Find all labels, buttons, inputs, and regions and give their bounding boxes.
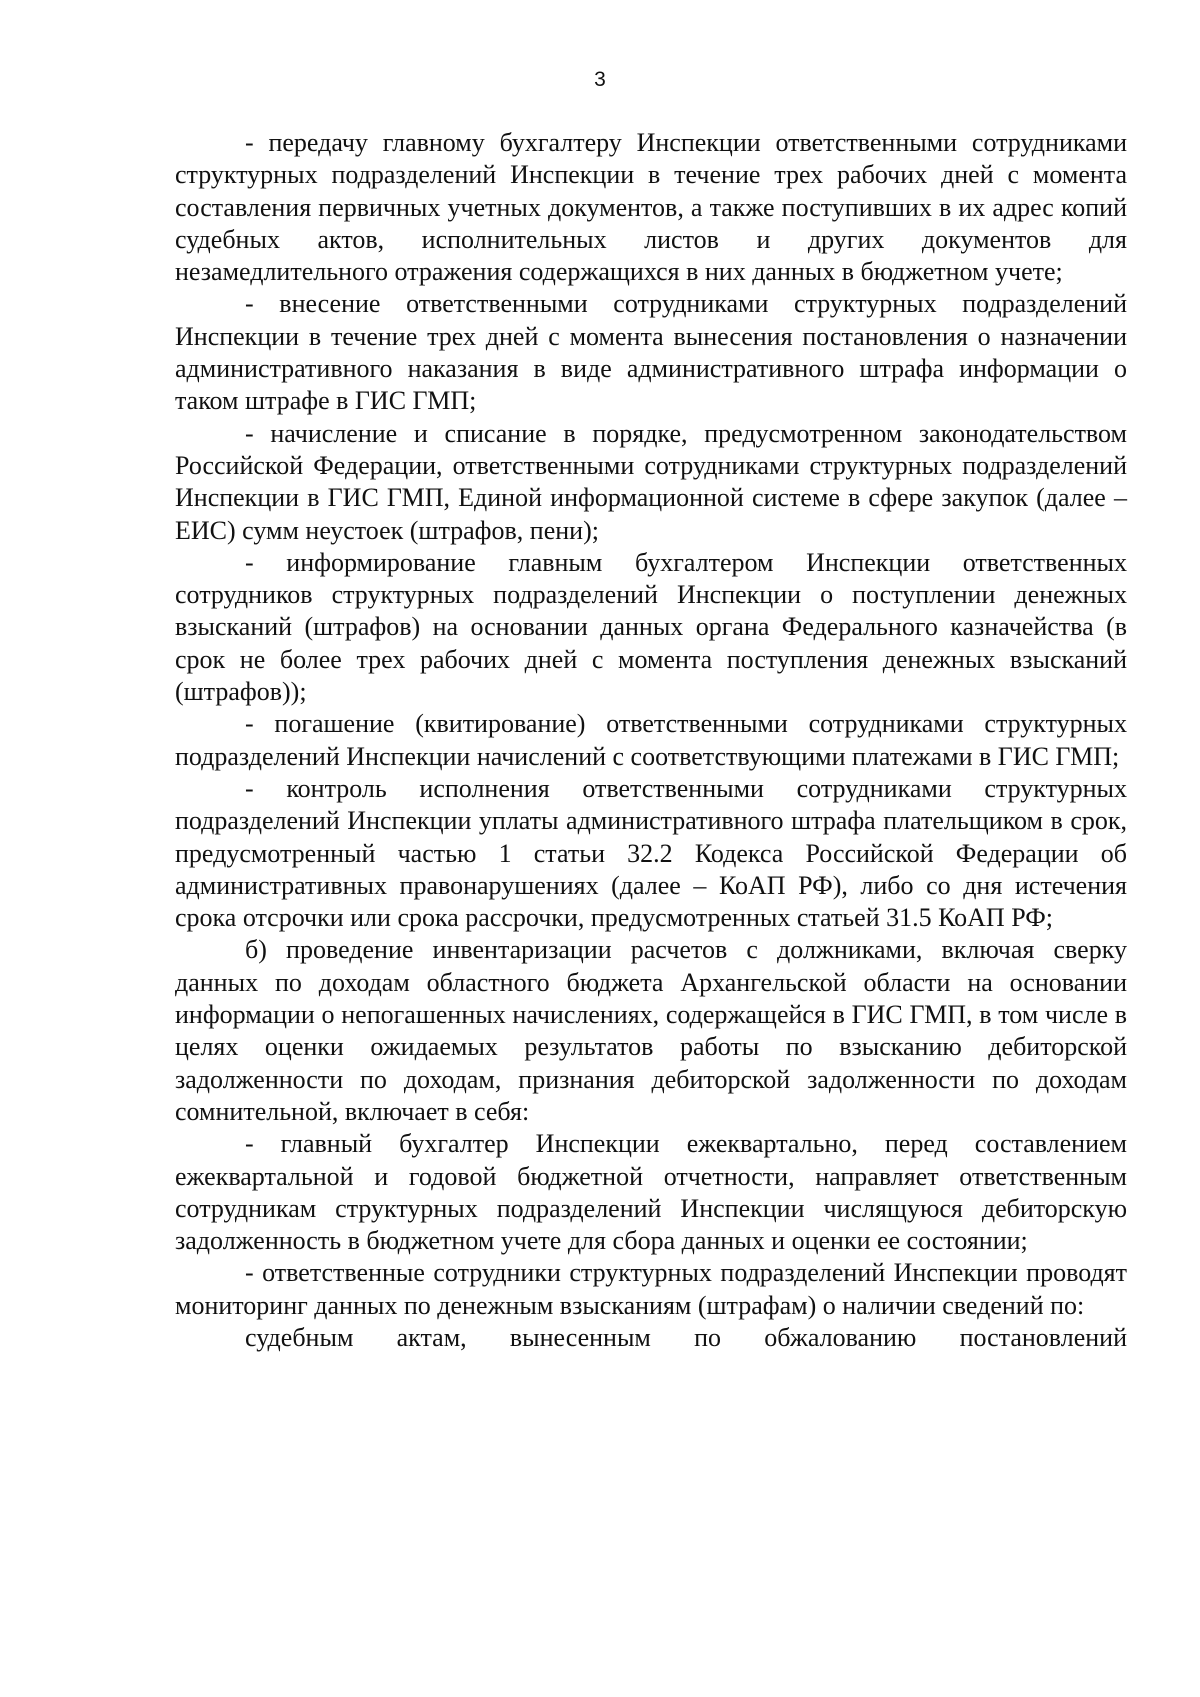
paragraph-transfer-documents: - передачу главному бухгалтеру Инспекции ответственными сотрудниками структурных подразделений Инспекции в течение трех рабочих дней с момента составления первичных учетных документов, а также поступивших в их адрес копий судебных актов, исполнительных листов и других документов для незамедлительного отражения содержащихся в них данных в бюджетном учете; <box>175 128 1127 287</box>
paragraph-enter-fine-info: - внесение ответственными сотрудниками структурных подразделений Инспекции в течение трех дней с момента вынесения постановления о назначении административного наказания в виде административного штрафа информации о таком штрафе в ГИС ГМП; <box>175 289 1127 416</box>
paragraph-informing: - информирование главным бухгалтером Инспекции ответственных сотрудников структурных подразделений Инспекции о поступлении денежных взысканий (штрафов) на основании данных органа Федерального казначейства (в срок не более трех рабочих дней с момента поступления денежных взысканий (штрафов)); <box>175 547 1127 707</box>
paragraph-monitoring: - ответственные сотрудники структурных подразделений Инспекции проводят мониторинг данных по денежным взысканиям (штрафам) о наличии сведений по: <box>175 1258 1127 1320</box>
document-body <box>175 127 1127 1354</box>
paragraph-payment-control: - контроль исполнения ответственными сотрудниками структурных подразделений Инспекции уплаты административного штрафа плательщиком в срок, предусмотренный частью 1 статьи 32.2 Кодекса Российской Федерации об административных правонарушениях (далее – КоАП РФ), либо со дня истечения срока отсрочки или срока рассрочки, предусмотренных статьей 31.5 КоАП РФ; <box>175 773 1127 933</box>
paragraph-repayment: - погашение (квитирование) ответственными сотрудниками структурных подразделений Инспекции начислений с соответствующими платежами в ГИС ГМП; <box>175 709 1127 771</box>
paragraph-accrual-writeoff: - начисление и списание в порядке, предусмотренном законодательством Российской Федерации, ответственными сотрудниками структурных подразделений Инспекции в ГИС ГМП, Единой информационной системе в сфере закупок (далее – ЕИС) сумм неустоек (штрафов, пени); <box>175 418 1127 545</box>
paragraph-chief-accountant: - главный бухгалтер Инспекции ежеквартально, перед составлением ежеквартальной и годовой бюджетной отчетности, направляет ответственным сотрудникам структурных подразделений Инспекции числящуюся дебиторскую задолженность в бюджетном учете для сбора данных и оценки ее состоянии; <box>175 1129 1127 1256</box>
paragraph-court-acts: судебным актам, вынесенным по обжалованию постановлений <box>245 1322 1127 1352</box>
paragraph-inventory: б) проведение инвентаризации расчетов с должниками, включая сверку данных по доходам областного бюджета Архангельской области на основании информации о непогашенных начислениях, содержащейся в ГИС ГМП, в том числе в целях оценки ожидаемых результатов работы по взысканию дебиторской задолженности по доходам, признания дебиторской задолженности по доходам сомнительной, включает в себя: <box>175 935 1127 1126</box>
page-number: 3 <box>594 68 606 91</box>
